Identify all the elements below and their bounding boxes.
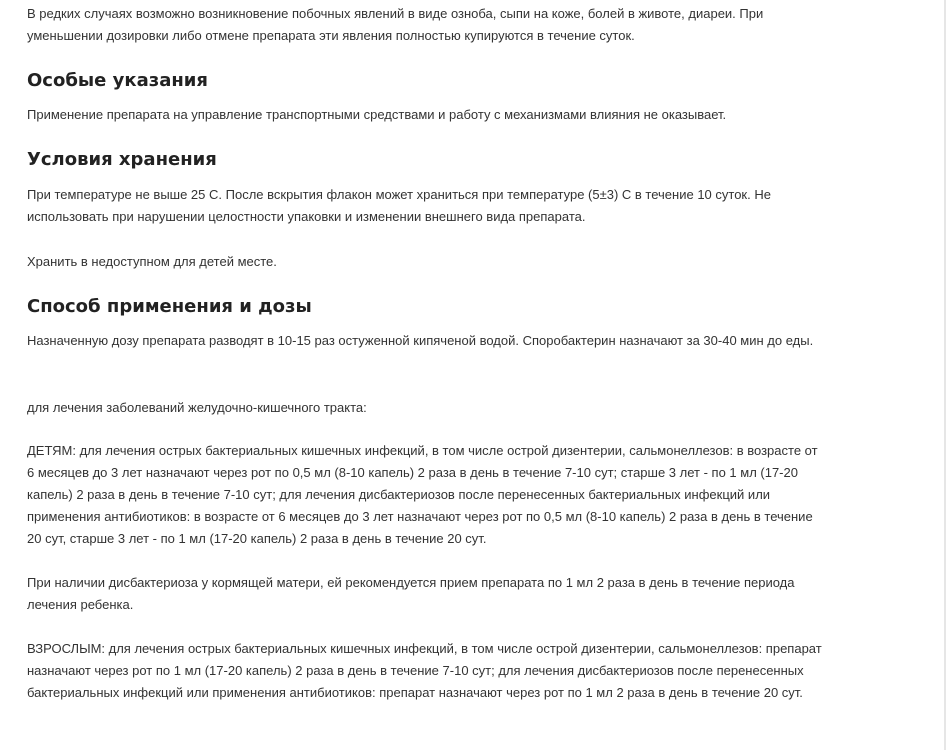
dosage-dilution-paragraph: Назначенную дозу препарата разводят в 10-15 раз остуженной кипяченой водой. Споробактерин назначают за 30-40 мин до еды.: [27, 333, 814, 348]
storage-children-paragraph: Хранить в недоступном для детей месте.: [27, 254, 277, 269]
storage-conditions-heading: Условия хранения: [27, 149, 217, 170]
dosage-adults-paragraph: ВЗРОСЛЫМ: для лечения острых бактериальных кишечных инфекций, в том числе острой дизентерии, сальмонеллезов: препарат назначают через рот по 1 мл (17-20 капель) 2 раза в день в течение 7-10 сут; для лечения дисбактериозов после перенесенных бактериальных инфекций или применения антибиотиков: препарат назначают через рот по 1 мл 2 раза в день в течение 20 сут.: [27, 641, 822, 700]
storage-temperature-paragraph: При температуре не выше 25 С. После вскрытия флакон может храниться при температуре (5±3) С в течение 10 суток. Не использовать при нарушении целостности упаковки и изменении внешнего вида препарата.: [27, 187, 771, 224]
special-instructions-paragraph: Применение препарата на управление транспортными средствами и работу с механизмами влияния не оказывает.: [27, 107, 727, 122]
dosage-gi-paragraph: для лечения заболеваний желудочно-кишечного тракта:: [27, 400, 367, 415]
special-instructions-heading: Особые указания: [27, 70, 208, 91]
dosage-children-paragraph: ДЕТЯМ: для лечения острых бактериальных кишечных инфекций, в том числе острой дизентерии, сальмонеллезов: в возрасте от 6 месяцев до 3 лет назначают через рот по 0,5 мл (8-10 капель) 2 раза в день в течение 7-10 сут; старше 3 лет - по 1 мл (17-20 капель) 2 раза в день в течение 7-10 сут; для лечения дисбактериозов после перенесенных бактериальных инфекций или применения антибиотиков: в возрасте от 6 месяцев до 3 лет назначают через рот по 0,5 мл (8-10 капель) 2 раза в день в течение 20 сут, старше 3 лет - по 1 мл (17-20 капель) 2 раза в день в течение 20 сут.: [27, 443, 818, 546]
side-effects-paragraph: В редких случаях возможно возникновение побочных явлений в виде озноба, сыпи на коже, болей в животе, диареи. При уменьшении дозировки либо отмене препарата эти явления полностью купируются в течение суток.: [27, 6, 764, 43]
dosage-heading: Способ применения и дозы: [27, 296, 312, 317]
dosage-nursing-mother-paragraph: При наличии дисбактериоза у кормящей матери, ей рекомендуется прием препарата по 1 мл 2 раза в день в течение периода лечения ребенка.: [27, 575, 795, 612]
